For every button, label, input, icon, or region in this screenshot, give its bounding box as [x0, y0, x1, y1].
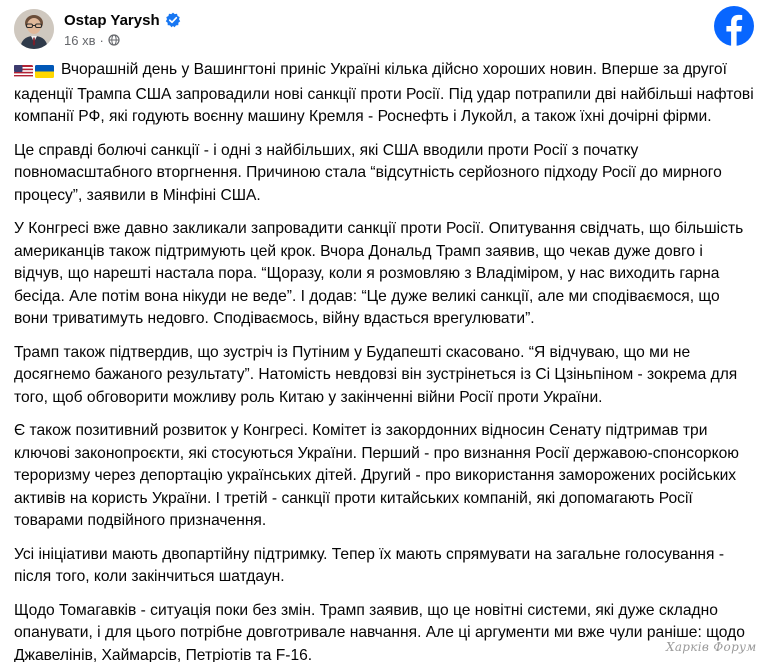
ukraine-flag-icon	[35, 65, 54, 78]
post-header	[14, 6, 181, 52]
post-timestamp[interactable]: 16 хв	[64, 32, 96, 48]
author-avatar[interactable]	[14, 9, 54, 49]
flag-emojis	[14, 61, 56, 84]
watermark: Харків Форум	[666, 640, 757, 654]
post-paragraph-3: У Конгресі вже давно закликали запровадити санкції проти Росії. Опитування свідчать, що більшість американців також підтримують цей крок. Вчора Дональд Трамп заявив, що чекав дуже довго і відчув, що нарешті настала пора. “Щоразу, коли я розмовляю з Владіміром, у нас виходить гарна бесіда. Але потім вона нікуди не веде”. І додав: “Це дуже великі санкції, але ми сподіваємося, що вони триватимуть недовго. Сподіваємось, війну вдасться врегулювати”.	[14, 220, 744, 327]
post-paragraph-2: Це справді болючі санкції - і одні з найбільших, які США вводили проти Росії з початку повномасштабного вторгнення. Причиною стала “відсутність серйозного підходу Росії до мирного процесу”, заявили в Мінфіні США.	[14, 141, 722, 204]
facebook-logo-icon[interactable]	[713, 5, 755, 47]
verified-badge-icon	[165, 12, 181, 28]
meta-separator: ·	[99, 32, 104, 48]
globe-icon[interactable]	[108, 34, 120, 46]
post-body	[14, 59, 754, 662]
post-meta	[64, 9, 181, 49]
post-paragraph-6: Усі ініціативи мають двопартійну підтримку. Тепер їх мають спрямувати на загальне голосування - після того, коли закінчиться шатдаун.	[14, 545, 725, 585]
post-paragraph-5: Є також позитивний розвиток у Конгресі. Комітет із закордонних відносин Сенату підтримав три ключові законопроєкти, які стосуються України. Перший - про визнання Росії державою-спонсоркою тероризму через депортацію українських дітей. Другий - про використання заморожених російських активів на користь України. І третій - санкції проти китайських компаній, які допомагають Росії товарами подвійного призначення.	[14, 422, 739, 529]
post-time-row	[64, 31, 181, 49]
us-flag-icon	[14, 65, 33, 78]
post-paragraph-1-text: Вчорашній день у Вашингтоні приніс Україні кілька дійсно хороших новин. Вперше за другої каденції Трампа США запровадили нові санкції проти Росії. Під удар потрапили дві найбільші нафтові компанії РФ, які годують воєнну машину Кремля - Роснефть і Лукойл, а також їхні дочірні фірми.	[14, 61, 754, 125]
author-row	[64, 9, 181, 31]
post-paragraph-7: Щодо Томагавків - ситуація поки без змін. Трамп заявив, що це новітні системи, які дуже складно опанувати, і для цього потрібне довготривале навчання. Але ці аргументи ми вже чули раніше: щодо Джавелінів, Хаймарсів, Петріотів та F-16.	[14, 601, 745, 662]
author-name[interactable]: Ostap Yarysh	[64, 11, 160, 29]
post-paragraph-1	[14, 59, 754, 129]
post-paragraph-4: Трамп також підтвердив, що зустріч із Путіним у Будапешті скасовано. “Я відчуваю, що ми не досягнемо бажаного результату”. Натомість невдовзі він зустрінеться із Сі Цзіньпіном - зокрема для того, щоб обговорити можливу роль Китаю у закінченні війни Росії проти України.	[14, 343, 738, 406]
